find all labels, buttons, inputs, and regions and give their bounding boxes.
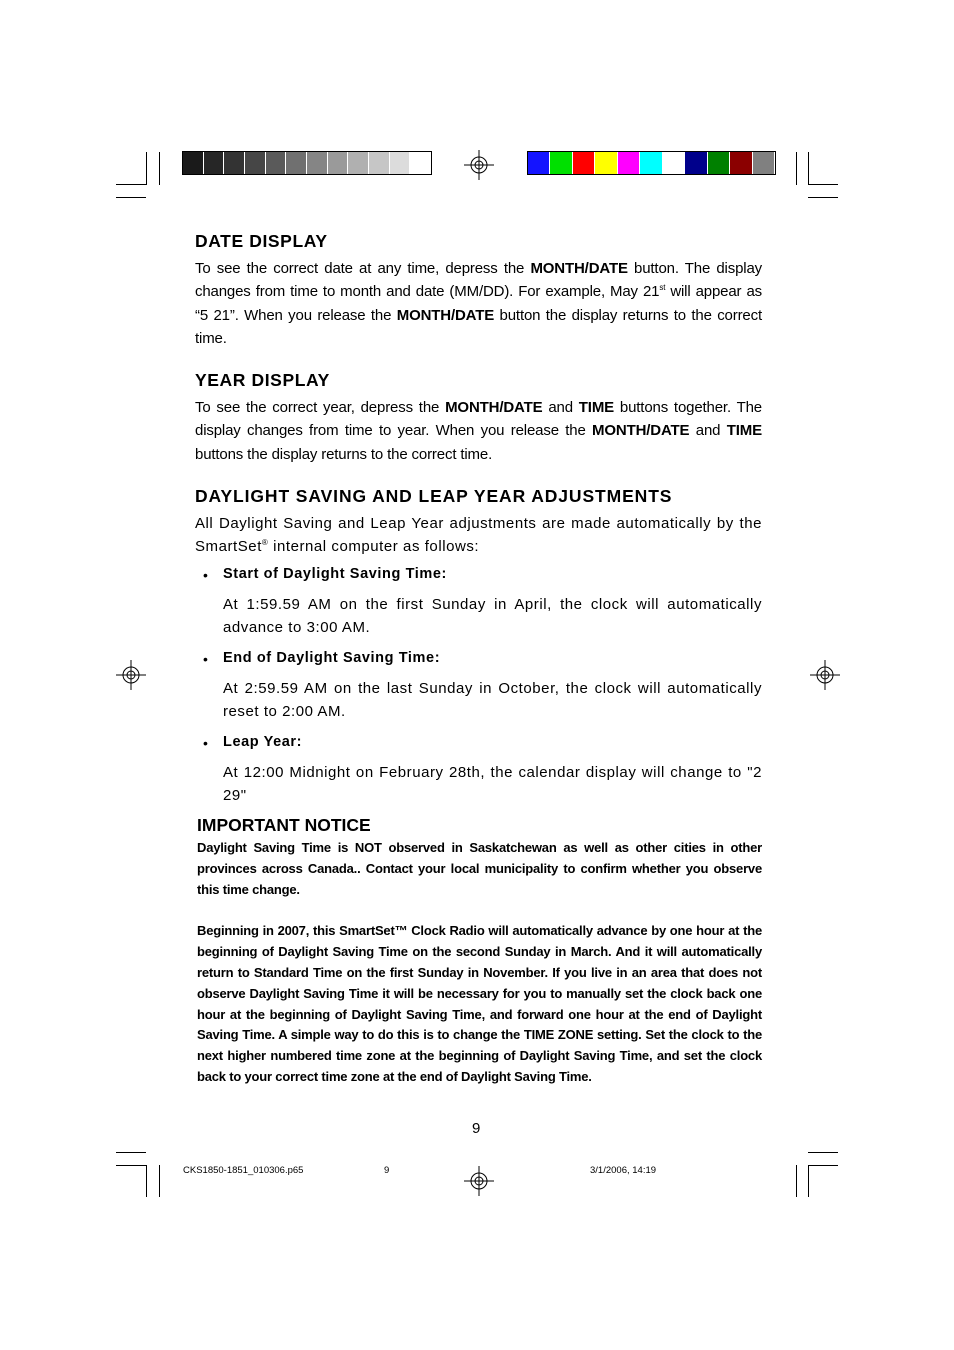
color-swatch <box>708 152 730 174</box>
list-item-title: Leap Year: <box>223 734 303 750</box>
page-number: 9 <box>472 1120 481 1137</box>
crop-mark <box>808 1152 838 1153</box>
daylight-saving-section <box>195 486 762 816</box>
notice-paragraph: Beginning in 2007, this SmartSet™ Clock Radio will automatically advance by one hour at the beginning of Daylight Saving Time on the second Sunday in March. And it will automatically return to Standard Time on the first Sunday in November. If you live in an area that does not observe Daylight Saving Time it will be necessary for you to manually set the clock back one hour at the beginning of Daylight Saving Time, and forward one hour at the end of Daylight Saving Time. A simple way to do this is to change the TIME ZONE setting. Set the clock to the next higher numbered time zone at the beginning of Daylight Saving Time, and set the clock back to your correct time zone at the end of Daylight Saving Time. <box>197 923 762 1084</box>
crop-mark <box>808 152 809 185</box>
color-swatch <box>685 152 707 174</box>
footer-datetime: 3/1/2006, 14:19 <box>590 1165 657 1176</box>
crop-mark <box>116 1152 146 1153</box>
color-swatch <box>390 152 411 174</box>
date-display-section <box>195 231 762 350</box>
color-swatch <box>183 152 204 174</box>
color-swatch <box>618 152 640 174</box>
color-swatch <box>528 152 550 174</box>
color-swatch <box>224 152 245 174</box>
color-swatch <box>348 152 369 174</box>
crop-mark <box>116 1165 146 1166</box>
registration-mark-icon <box>464 150 494 180</box>
color-swatch <box>595 152 617 174</box>
crop-mark <box>146 152 147 185</box>
list-item-title: End of Daylight Saving Time: <box>223 650 441 666</box>
daylight-intro-text: All Daylight Saving and Leap Year adjustments are made automatically by the SmartSet® internal computer as follows: <box>195 515 762 556</box>
crop-mark <box>796 1165 797 1197</box>
important-notice-section <box>197 815 762 1088</box>
color-swatch <box>753 152 775 174</box>
section-heading: DATE DISPLAY <box>195 231 328 251</box>
crop-mark <box>146 1165 147 1197</box>
crop-mark <box>116 184 146 185</box>
bullet-icon: • <box>203 651 208 667</box>
registration-mark-icon <box>464 1166 494 1196</box>
registration-mark-icon <box>810 660 840 690</box>
process-color-bar <box>527 151 776 175</box>
footer-page: 9 <box>384 1165 390 1176</box>
crop-mark <box>116 197 146 198</box>
grayscale-color-bar <box>182 151 432 175</box>
color-swatch <box>286 152 307 174</box>
color-swatch <box>640 152 662 174</box>
registration-mark-icon <box>116 660 146 690</box>
bullet-icon: • <box>203 735 208 751</box>
year-display-section <box>195 370 762 466</box>
crop-mark <box>159 1165 160 1197</box>
color-swatch <box>307 152 328 174</box>
color-swatch <box>266 152 287 174</box>
section-heading: IMPORTANT NOTICE <box>197 815 371 835</box>
crop-mark <box>808 197 838 198</box>
crop-mark <box>808 1165 809 1197</box>
notice-paragraph: Daylight Saving Time is NOT observed in Saskatchewan as well as other cities in other provinces across Canada.. Contact your local municipality to confirm whether you observe this time change. <box>197 840 762 897</box>
color-swatch <box>328 152 349 174</box>
color-swatch <box>369 152 390 174</box>
list-item-title: Start of Daylight Saving Time: <box>223 566 447 582</box>
color-swatch <box>245 152 266 174</box>
footer-filename: CKS1850-1851_010306.p65 <box>183 1165 304 1176</box>
crop-mark <box>159 152 160 185</box>
color-swatch <box>573 152 595 174</box>
crop-mark <box>808 184 838 185</box>
list-item-body: At 2:59.59 AM on the last Sunday in October, the clock will automatically reset to 2:00 AM. <box>223 680 762 721</box>
color-swatch <box>663 152 685 174</box>
crop-mark <box>808 1165 838 1166</box>
color-swatch <box>550 152 572 174</box>
list-item-body: At 12:00 Midnight on February 28th, the calendar display will change to "2 29" <box>223 764 762 805</box>
year-display-text: To see the correct year, depress the MONTH/DATE and TIME buttons together. The display changes from time to year. When you release the MONTH/DATE and TIME buttons the display returns to the correct time. <box>195 399 762 463</box>
date-display-text: To see the correct date at any time, depress the MONTH/DATE button. The display changes from time to month and date (MM/DD). For example, May 21st will appear as “5 21”. When you release the MONTH/DATE button the display returns to the correct time. <box>195 260 763 347</box>
section-heading: YEAR DISPLAY <box>195 370 330 390</box>
section-heading: DAYLIGHT SAVING AND LEAP YEAR ADJUSTMENTS <box>195 486 673 506</box>
list-item-body: At 1:59.59 AM on the first Sunday in April, the clock will automatically advance to 3:00 AM. <box>223 596 762 637</box>
color-swatch <box>204 152 225 174</box>
bullet-icon: • <box>203 567 208 583</box>
color-swatch <box>730 152 752 174</box>
crop-mark <box>796 152 797 185</box>
color-swatch <box>410 152 431 174</box>
